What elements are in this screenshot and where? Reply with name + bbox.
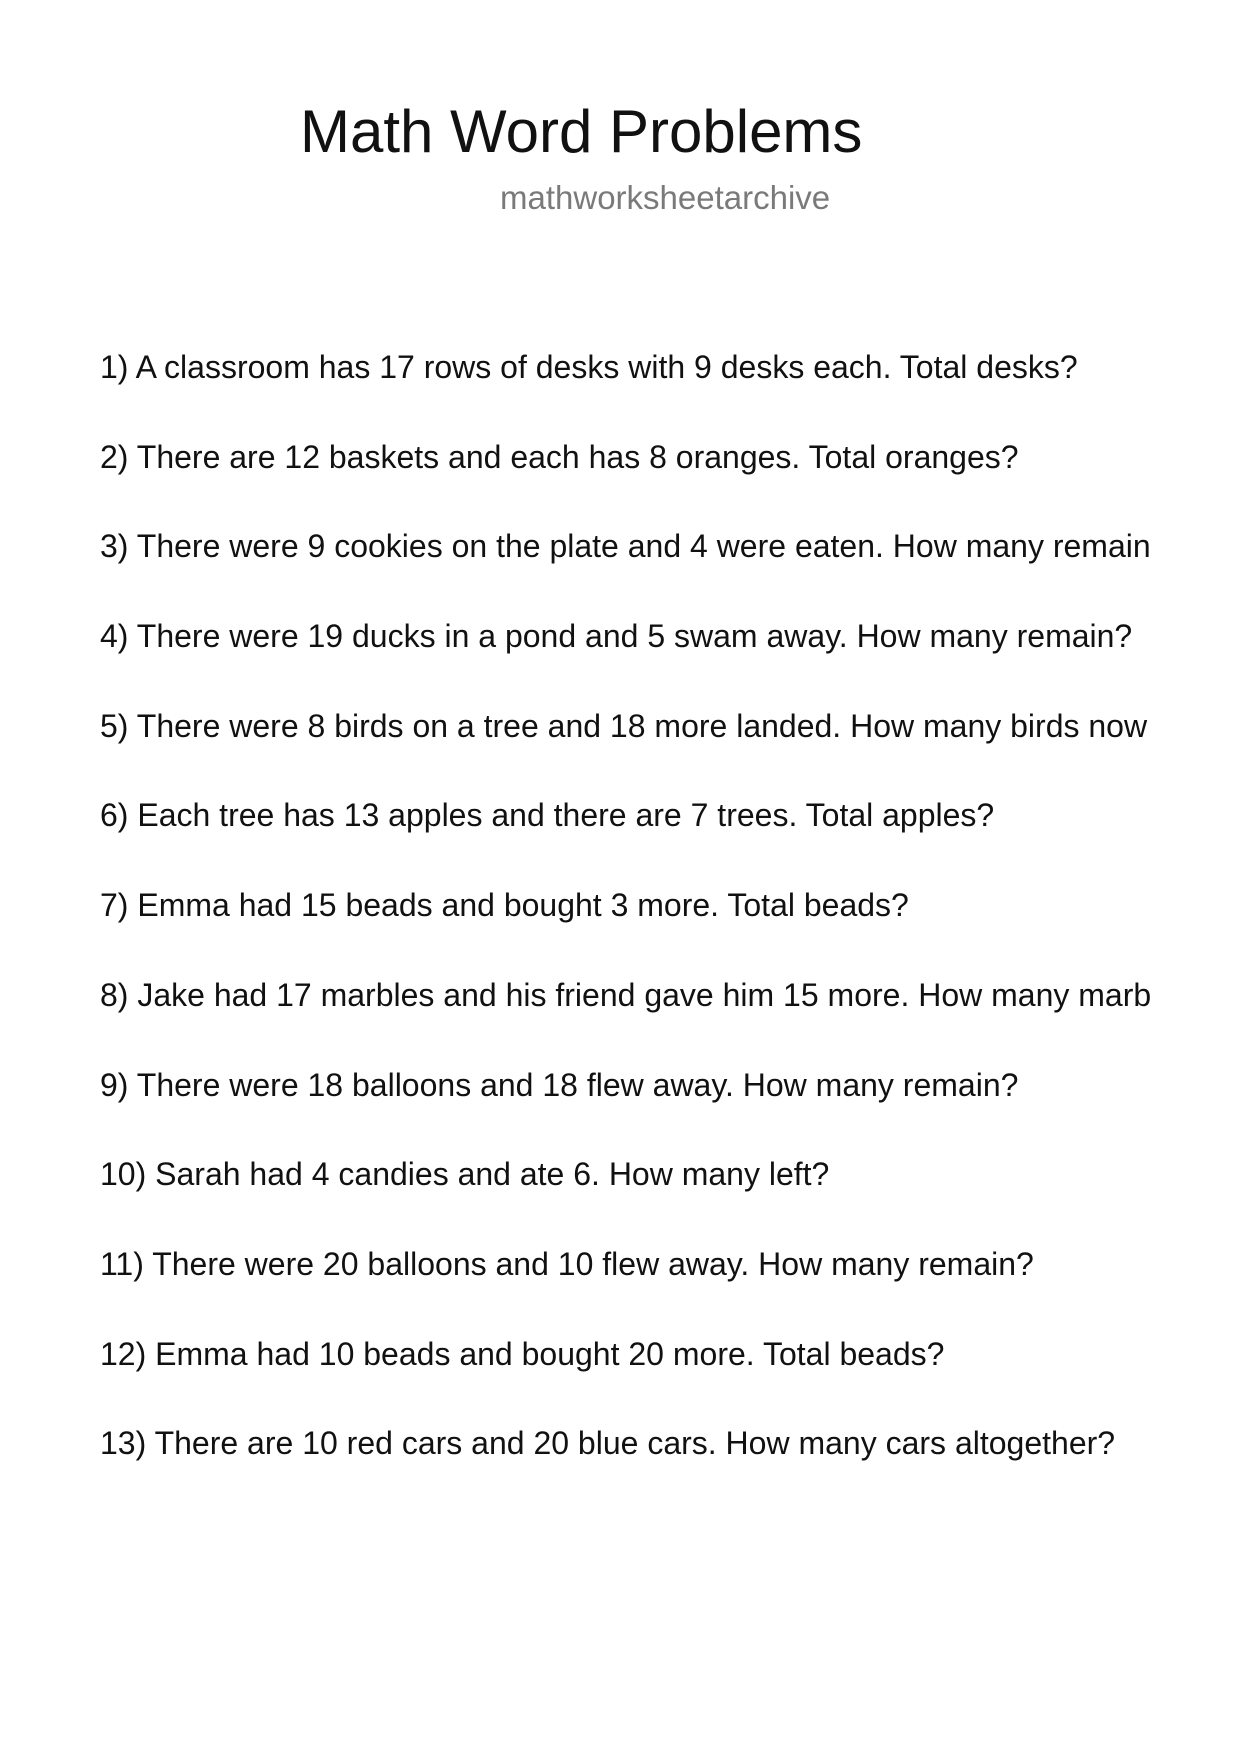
source-label: mathworksheetarchive bbox=[500, 179, 831, 216]
page-title: Math Word Problems bbox=[300, 98, 863, 165]
problem-item: 8) Jake had 17 marbles and his friend gave him 15 more. How many marb bbox=[100, 976, 1152, 1013]
problem-item: 12) Emma had 10 beads and bought 20 more. Total beads? bbox=[100, 1335, 945, 1372]
problem-item: 11) There were 20 balloons and 10 flew away. How many remain? bbox=[100, 1245, 1034, 1282]
problem-item: 4) There were 19 ducks in a pond and 5 swam away. How many remain? bbox=[100, 618, 1133, 655]
problem-item: 10) Sarah had 4 candies and ate 6. How many left? bbox=[100, 1156, 830, 1193]
problem-item: 2) There are 12 baskets and each has 8 oranges. Total oranges? bbox=[100, 438, 1019, 475]
problem-list bbox=[100, 344, 1240, 1510]
problem-item: 6) Each tree has 13 apples and there are 7 trees. Total apples? bbox=[100, 797, 995, 834]
problem-item: 9) There were 18 balloons and 18 flew away. How many remain? bbox=[100, 1066, 1019, 1103]
problem-item: 13) There are 10 red cars and 20 blue cars. How many cars altogether? bbox=[100, 1425, 1116, 1462]
problem-item: 3) There were 9 cookies on the plate and 4 were eaten. How many remain bbox=[100, 528, 1151, 565]
problem-item: 7) Emma had 15 beads and bought 3 more. Total beads? bbox=[100, 887, 909, 924]
problem-item: 1) A classroom has 17 rows of desks with 9 desks each. Total desks? bbox=[100, 349, 1078, 385]
problem-item: 5) There were 8 birds on a tree and 18 more landed. How many birds now bbox=[100, 707, 1148, 744]
